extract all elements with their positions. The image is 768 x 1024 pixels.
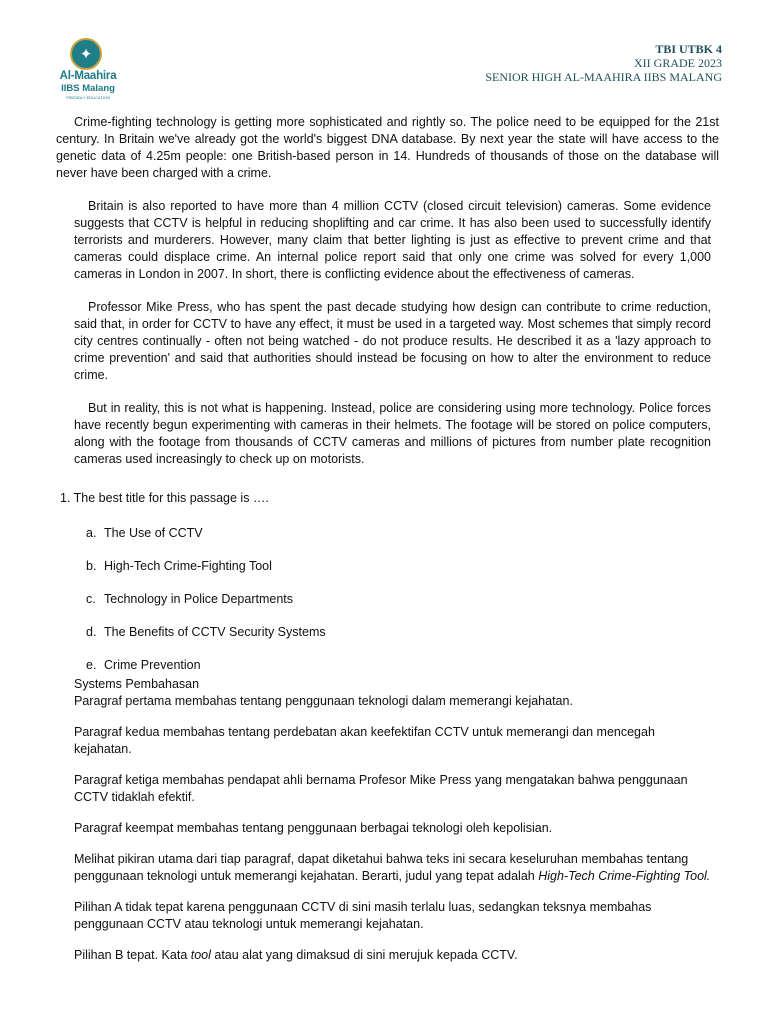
option-letter: d.	[86, 625, 97, 639]
option-text: Technology in Police Departments	[104, 592, 293, 606]
header-grade: XII GRADE 2023	[634, 56, 722, 70]
option-d	[86, 624, 711, 657]
logo-tagline: FRIENDLY EDUCATION	[66, 95, 110, 100]
explanation-paragraph-2: Paragraf kedua membahas tentang perdebatan akan keefektifan CCTV untuk memerangi dan mencegah kejahatan.	[74, 725, 655, 756]
option-e	[86, 657, 711, 674]
explanation-section	[74, 676, 711, 964]
explanation-paragraph-1: Paragraf pertama membahas tentang penggunaan teknologi dalam memerangi kejahatan.	[74, 694, 573, 708]
keyword-tool: tool	[190, 948, 211, 962]
option-text: High-Tech Crime-Fighting Tool	[104, 559, 272, 573]
explanation-paragraph-5	[74, 851, 711, 885]
crest-icon: ✦	[70, 38, 102, 70]
header-test-name: TBI UTBK 4	[655, 42, 722, 56]
logo-subname: IIBS Malang	[61, 83, 115, 94]
passage-paragraph-2: Britain is also reported to have more than 4 million CCTV (closed circuit television) cameras. Some evidence suggests that CCTV is helpful in reducing shoplifting and car crime. It has also been used to successfully identify terrorists and murderers. However, many claim that better lighting is just as effective to prevent crime and that cameras could displace crime. An internal police report said that only one crime was solved for every 1,000 cameras in London in 2007. In short, there is conflicting evidence about the effectiveness of cameras.	[74, 199, 711, 281]
header-school: SENIOR HIGH AL-MAAHIRA IIBS MALANG	[485, 70, 722, 84]
explanation-text: atau alat yang dimaksud di sini merujuk kepada CCTV.	[210, 948, 518, 962]
document-body	[56, 114, 719, 978]
explanation-text: Melihat pikiran utama dari tiap paragraf, dapat diketahui bahwa teks ini secara keseluruhan membahas tentang penggunaan teknologi untuk memerangi kejahatan. Berarti, judul yang tepat adalah	[74, 852, 689, 883]
question-text: 1. The best title for this passage is ….	[60, 491, 269, 505]
logo-name: Al-Maahira	[59, 70, 117, 82]
explanation-paragraph-4: Paragraf keempat membahas tentang penggunaan berbagai teknologi oleh kepolisian.	[74, 821, 553, 835]
option-letter: e.	[86, 658, 97, 672]
explanation-title: Systems Pembahasan	[74, 677, 200, 691]
explanation-paragraph-6: Pilihan A tidak tepat karena penggunaan CCTV di sini masih terlalu luas, sedangkan teksnya membahas penggunaan CCTV atau teknologi untuk memerangi kejahatan.	[74, 900, 652, 931]
school-logo	[52, 38, 124, 100]
explanation-paragraph-7	[74, 947, 711, 964]
option-a	[86, 525, 711, 558]
document-header	[485, 42, 722, 84]
explanation-paragraph-3: Paragraf ketiga membahas pendapat ahli bernama Profesor Mike Press yang mengatakan bahwa penggunaan CCTV tidaklah efektif.	[74, 773, 688, 804]
option-text: The Use of CCTV	[104, 526, 203, 540]
option-text: The Benefits of CCTV Security Systems	[104, 625, 326, 639]
option-c	[86, 591, 711, 624]
option-letter: a.	[86, 526, 97, 540]
answer-options	[74, 525, 711, 674]
passage-paragraph-1: Crime-fighting technology is getting more sophisticated and rightly so. The police need to be equipped for the 21st century. In Britain we've already got the world's biggest DNA database. By next year the state will have access to the genetic data of 4.25m people: one British-based person in 14. Hundreds of thousands of those on the database will never have been charged with a crime.	[56, 115, 719, 180]
option-b	[86, 558, 711, 591]
option-letter: c.	[86, 592, 96, 606]
passage-paragraph-4: But in reality, this is not what is happening. Instead, police are considering using more technology. Police forces have recently begun experimenting with cameras in their helmets. The footage will be stored on police computers, along with the footage from thousands of CCTV cameras and millions of pictures from number plate recognition cameras used increasingly to check up on motorists.	[74, 401, 711, 466]
option-text: Crime Prevention	[104, 658, 201, 672]
option-letter: b.	[86, 559, 97, 573]
explanation-text: Pilihan B tepat. Kata	[74, 948, 191, 962]
passage-paragraph-3: Professor Mike Press, who has spent the past decade studying how design can contribute to crime reduction, said that, in order for CCTV to have any effect, it must be used in a targeted way. Most schemes that simply record city centres continually - often not being watched - do not produce results. He described it as a 'lazy approach to crime prevention' and said that authorities should instead be focusing on how to alter the environment to reduce crime.	[74, 300, 711, 382]
answer-title: High-Tech Crime-Fighting Tool.	[538, 869, 711, 883]
